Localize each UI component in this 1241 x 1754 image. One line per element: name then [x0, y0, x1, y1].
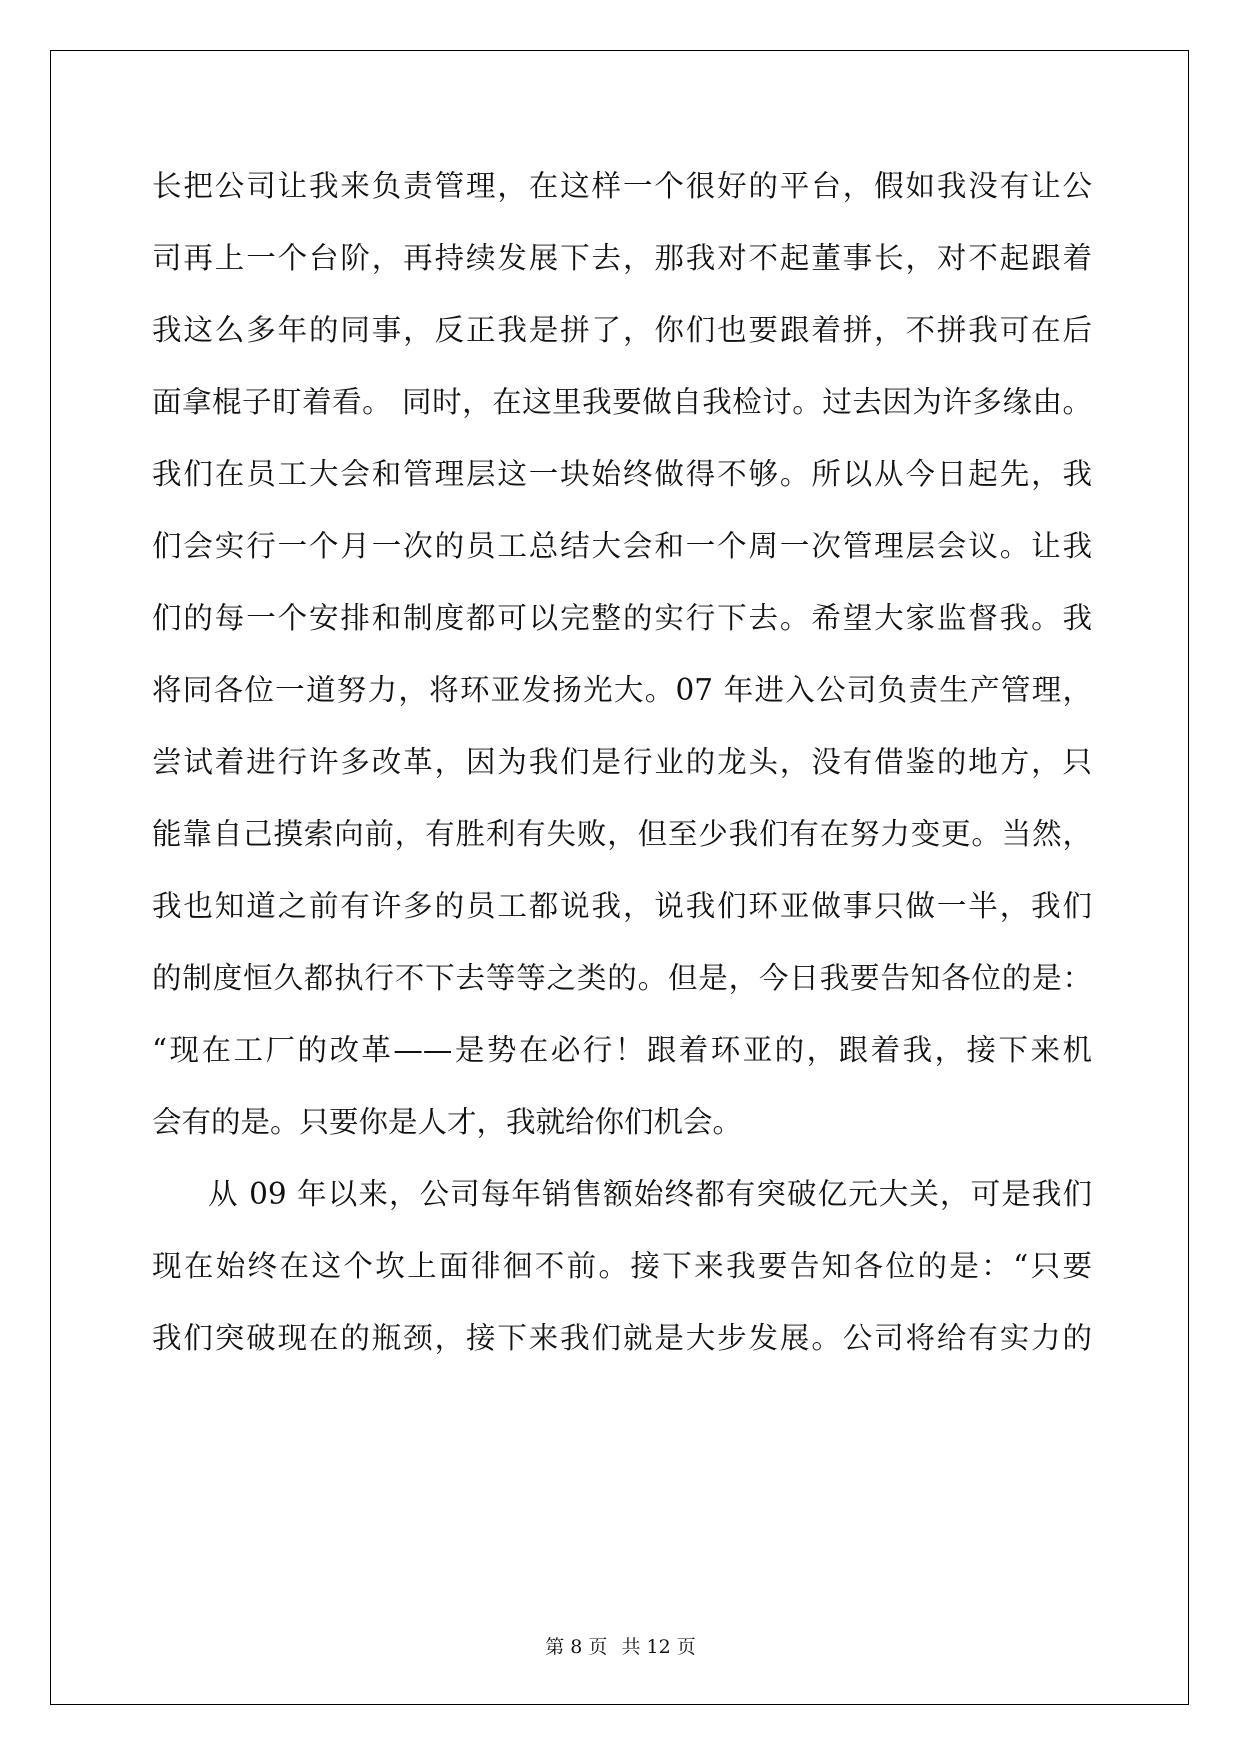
text-line: 从 09 年以来，公司每年销售额始终都有突破亿元大关，可是我们: [208, 1177, 1092, 1211]
page-footer: [0, 1632, 1241, 1659]
page-border: [50, 50, 1189, 1705]
text-line: 将同各位一道努力，将环亚发扬光大。07 年进入公司负责生产管理，: [152, 673, 1092, 707]
text-line: 们的每一个安排和制度都可以完整的实行下去。希望大家监督我。我: [152, 601, 1092, 635]
page-number: 第 8 页: [545, 1636, 608, 1658]
text-line: 司再上一个台阶，再持续发展下去，那我对不起董事长，对不起跟着: [152, 241, 1092, 275]
text-line: “现在工厂的改革——是势在必行！跟着环亚的，跟着我，接下来机: [152, 1033, 1092, 1067]
text-line: 我们在员工大会和管理层这一块始终做得不够。所以从今日起先，我: [152, 457, 1092, 491]
text-line: 会有的是。只要你是人才，我就给你们机会。: [152, 1105, 743, 1139]
text-line: 我们突破现在的瓶颈，接下来我们就是大步发展。公司将给有实力的: [152, 1321, 1092, 1355]
text-line: 的制度恒久都执行不下去等等之类的。但是，今日我要告知各位的是：: [152, 961, 1092, 995]
text-line: 面拿棍子盯着看。 同时，在这里我要做自我检讨。过去因为许多缘由。: [152, 385, 1092, 419]
text-line: 现在始终在这个坎上面徘徊不前。接下来我要告知各位的是：“只要: [152, 1249, 1092, 1283]
text-line: 能靠自己摸索向前，有胜利有失败，但至少我们有在努力变更。当然，: [152, 817, 1092, 851]
page-total: 共 12 页: [621, 1636, 696, 1658]
text-line: 长把公司让我来负责管理，在这样一个很好的平台，假如我没有让公: [152, 169, 1092, 203]
text-line: 我这么多年的同事，反正我是拼了，你们也要跟着拼，不拼我可在后: [152, 313, 1092, 347]
text-line: 我也知道之前有许多的员工都说我，说我们环亚做事只做一半，我们: [152, 889, 1092, 923]
text-line: 们会实行一个月一次的员工总结大会和一个周一次管理层会议。让我: [152, 529, 1092, 563]
text-line: 尝试着进行许多改革，因为我们是行业的龙头，没有借鉴的地方，只: [152, 745, 1092, 779]
